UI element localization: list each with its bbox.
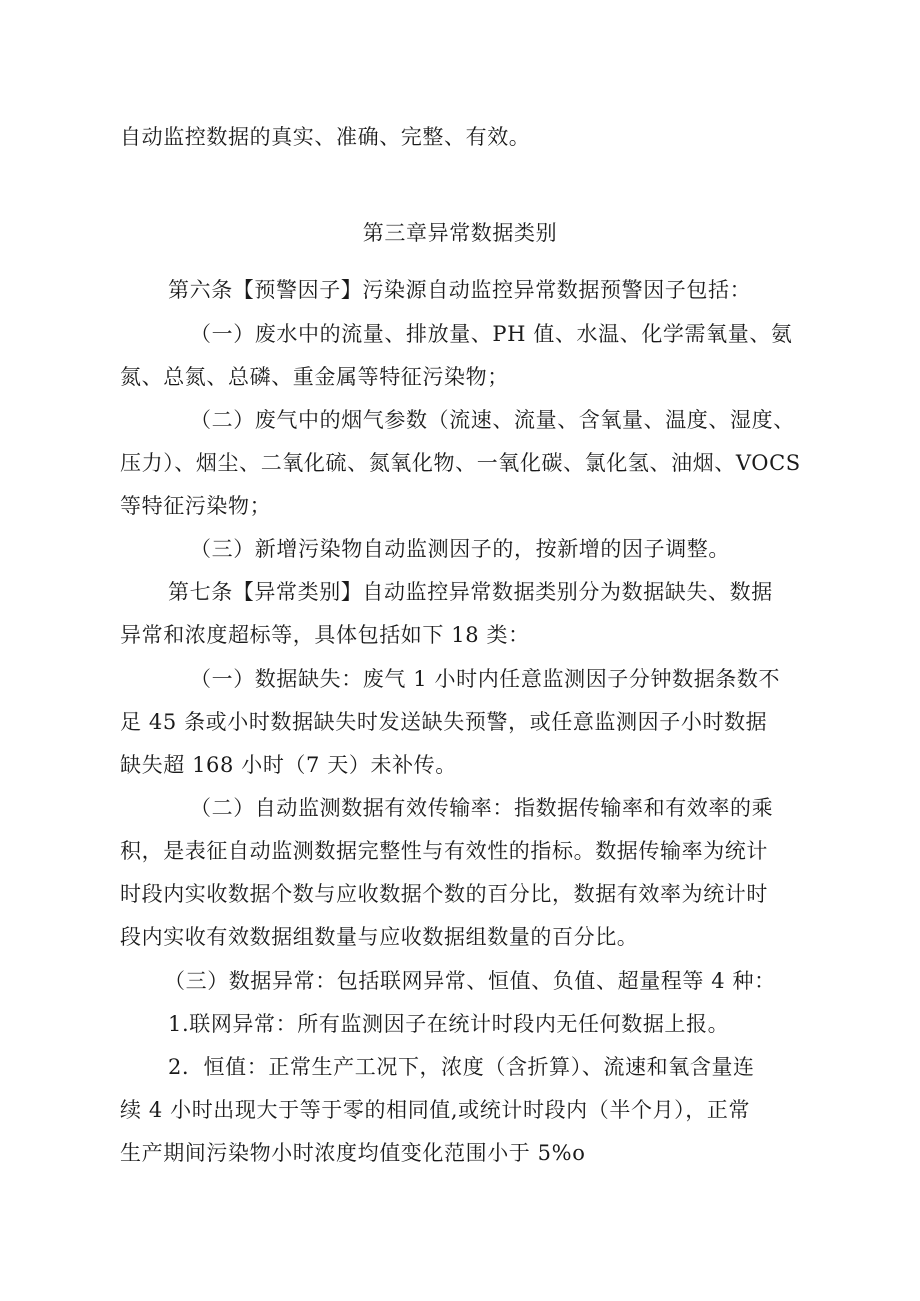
paragraph-line: 压力）、烟尘、二氧化硫、氮氧化物、一氧化碳、氯化氢、油烟、VOCS: [120, 451, 801, 475]
paragraph-line: 段内实收有效数据组数量与应收数据组数量的百分比。: [120, 925, 639, 949]
paragraph-line: （三）新增污染物自动监测因子的，按新增的因子调整。: [190, 537, 730, 561]
paragraph-line: 异常和浓度超标等，具体包括如下 18 类：: [120, 623, 530, 647]
paragraph-line: 积，是表征自动监测数据完整性与有效性的指标。数据传输率为统计: [120, 839, 768, 863]
paragraph-line: 足 45 条或小时数据缺失时发送缺失预警，或任意监测因子小时数据: [120, 710, 768, 734]
paragraph-line: 缺失超 168 小时（7 天）未补传。: [120, 753, 457, 777]
paragraph-line: （三）数据异常：包括联网异常、恒值、负值、超量程等 4 种：: [164, 969, 776, 993]
paragraph-line: 续 4 小时出现大于等于零的相同值,或统计时段内（半个月），正常: [120, 1098, 751, 1122]
paragraph-line: 2．恒值：正常生产工况下，浓度（含折算）、流速和氧含量连: [168, 1055, 755, 1079]
chapter-heading: 第三章异常数据类别: [362, 221, 558, 245]
paragraph-line: （二）废气中的烟气参数（流速、流量、含氧量、温度、湿度、: [190, 408, 795, 432]
paragraph-line: （一）废水中的流量、排放量、PH 值、水温、化学需氧量、氨: [190, 322, 793, 346]
article-seven-line: 第七条【异常类别】自动监控异常数据类别分为数据缺失、数据: [168, 580, 773, 604]
paragraph-line: （一）数据缺失：废气 1 小时内任意监测因子分钟数据条数不: [190, 667, 781, 691]
paragraph-line: 时段内实收数据个数与应收数据个数的百分比，数据有效率为统计时: [120, 882, 768, 906]
paragraph-line: 自动监控数据的真实、准确、完整、有效。: [120, 125, 531, 149]
paragraph-line: 1.联网异常：所有监测因子在统计时段内无任何数据上报。: [168, 1012, 730, 1036]
article-six-line: 第六条【预警因子】污染源自动监控异常数据预警因子包括：: [168, 278, 752, 302]
paragraph-line: 生产期间污染物小时浓度均值变化范围小于 5%o: [120, 1141, 586, 1165]
paragraph-line: （二）自动监测数据有效传输率：指数据传输率和有效率的乘: [190, 796, 774, 820]
paragraph-line: 氮、总氮、总磷、重金属等特征污染物；: [120, 365, 509, 389]
paragraph-line: 等特征污染物；: [120, 494, 272, 518]
